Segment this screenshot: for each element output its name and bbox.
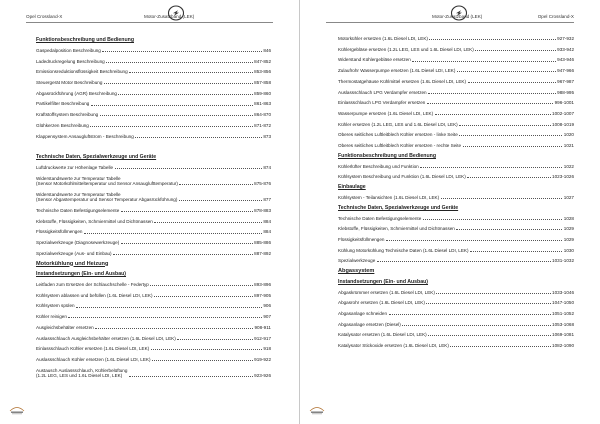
toc-entry-pages: 847-852: [254, 58, 271, 64]
dot-leader: [115, 168, 262, 169]
right-toc: [338, 36, 574, 354]
toc-entry-title: Kühlergebläse ersetzen (1.2L LEG, LES und 1.6L Diesel LDI, LEK): [338, 46, 474, 52]
toc-entry-title: Kühler reinigen: [36, 314, 67, 320]
header-title: Motor-Zusatzband (LEK): [432, 14, 483, 19]
dot-leader: [463, 146, 563, 147]
toc-entry-pages: 907: [263, 314, 271, 320]
toc-entry-pages: 897-905: [254, 292, 271, 298]
toc-entry-title: Auslassschlauch Kühler ersetzen (1.6L Diesel LDI, LEK): [36, 356, 151, 362]
toc-entry-pages: 1029: [563, 226, 574, 232]
dot-leader: [121, 211, 253, 212]
toc-entry-pages: 1047-1050: [552, 300, 574, 306]
toc-entry-title: Motorkühler ersetzen (1.6L Diesel LDI, LEK): [338, 36, 428, 41]
dot-leader: [386, 240, 562, 241]
dot-leader: [467, 177, 550, 178]
right-page: [300, 0, 600, 424]
toc-entry[interactable]: [36, 251, 271, 256]
toc-entry-title: Kühler ersetzen (1.2L LEG, LES und 1.6L Diesel LDI, LEK): [338, 121, 458, 127]
toc-entry-pages: 943-946: [557, 57, 574, 63]
toc-entry[interactable]: [338, 237, 574, 242]
toc-entry-pages: 967-987: [557, 78, 574, 84]
dot-leader: [475, 50, 555, 51]
section-heading: Instandsetzungen (Ein- und Ausbau): [36, 271, 127, 278]
toc-entry-pages: 1082-1090: [552, 343, 574, 349]
toc-entry-pages: 861-863: [254, 101, 271, 107]
dot-leader: [402, 325, 550, 326]
dot-leader: [76, 307, 262, 308]
toc-entry[interactable]: [338, 79, 574, 84]
toc-entry[interactable]: [36, 240, 271, 245]
toc-entry[interactable]: [36, 123, 271, 128]
section-heading: Funktionsbeschreibung und Bedienung: [338, 152, 436, 159]
dot-leader: [427, 103, 553, 104]
toc-entry-title: Abgasanlage schneiden: [338, 310, 388, 316]
dot-leader: [179, 184, 252, 185]
dot-leader: [102, 51, 261, 52]
section-heading: Technische Daten, Spezialwerkzeuge und Geräte: [36, 154, 157, 161]
toc-entry[interactable]: [36, 219, 271, 224]
dot-leader: [151, 349, 262, 350]
toc-entry-pages: 859-860: [254, 90, 271, 96]
dot-leader: [428, 93, 556, 94]
dot-leader: [90, 126, 252, 127]
dot-leader: [177, 339, 252, 340]
toc-entry[interactable]: [338, 258, 574, 263]
toc-entry-pages: 996-1001: [554, 100, 574, 106]
toc-entry[interactable]: [36, 293, 271, 298]
toc-entry-pages: 884: [263, 218, 271, 224]
toc-entry-title: Einlassschlauch LPG Verdampfer ersetzen: [338, 100, 426, 106]
toc-entry-pages: 918: [263, 346, 271, 352]
toc-entry-pages: 1029: [563, 236, 574, 242]
toc-entry-pages: 1021: [563, 143, 574, 149]
toc-entry-title: Abgasanlage ersetzen (Diesel): [338, 321, 401, 327]
toc-entry-title: Widerstandswerte zur Temperatur Tabelle (Sensor Motorkühlmitteltemperatur und Sensor Ansauglufttemperatur): [36, 175, 178, 187]
toc-entry-pages: 912-917: [254, 335, 271, 341]
toc-entry-pages: 1028: [563, 215, 574, 221]
toc-entry[interactable]: [36, 165, 271, 170]
toc-entry-title: Auslassschlauch Ausgleichsbehälter ersetzen (1.6L Diesel LDI, LEK): [36, 335, 176, 341]
section-heading: Instandsetzungen (Ein- und Ausbau): [338, 278, 429, 285]
toc-entry[interactable]: [36, 176, 271, 187]
toc-entry[interactable]: [36, 336, 271, 341]
toc-entry-pages: 873: [263, 133, 271, 139]
dot-leader: [113, 254, 253, 255]
toc-entry[interactable]: [36, 134, 271, 139]
toc-entry[interactable]: [36, 112, 271, 117]
toc-entry-title: Kühlerlüfter Beschreibung und Funktion: [338, 163, 419, 169]
toc-entry[interactable]: [36, 101, 271, 106]
toc-entry[interactable]: [36, 80, 271, 85]
toc-entry-title: Klebstoffe, Flüssigkeiten, Schmiermittel und Dichtmassen: [338, 226, 455, 232]
toc-entry-pages: 1033-1046: [552, 289, 574, 295]
toc-entry-pages: 887-892: [254, 250, 271, 256]
dot-leader: [423, 219, 563, 220]
dot-leader: [450, 346, 550, 347]
dot-leader: [441, 198, 563, 199]
toc-entry-title: Flüssigkeitsfüllmengen: [338, 236, 385, 242]
toc-entry-pages: 947-966: [557, 68, 574, 74]
header-model: Opel Crossland-X: [26, 14, 63, 19]
dot-leader: [95, 328, 253, 329]
publisher-logo-icon: [308, 405, 326, 415]
dot-leader: [104, 83, 253, 84]
toc-entry[interactable]: [338, 248, 574, 253]
toc-entry[interactable]: [338, 122, 574, 127]
toc-entry-title: Oberes seitliches Luftleitblech Kühler ersetzen - rechte Seite: [338, 143, 462, 149]
dot-leader: [436, 293, 550, 294]
opel-logo-icon: [448, 5, 470, 21]
dot-leader: [457, 71, 556, 72]
toc-entry-title: Leitfaden zum Ersetzen der Schlauchschelle - Federtyp: [36, 282, 149, 288]
toc-entry[interactable]: [36, 303, 271, 308]
dot-leader: [129, 72, 252, 73]
dot-leader: [135, 137, 262, 138]
toc-entry-pages: 1069-1081: [552, 332, 574, 338]
toc-entry-title: Austausch Auslassschlauch, Kühlerbelüftung (1.2L LEG, LES und 1.6L Diesel LDI, LEK): [36, 367, 128, 379]
toc-entry-title: Abgasrückführung (AGR) Beschreibung: [36, 90, 117, 96]
toc-entry[interactable]: [36, 91, 271, 96]
section-heading: Funktionsbeschreibung und Bedienung: [36, 37, 134, 43]
dot-leader: [420, 167, 562, 168]
dot-leader: [426, 303, 550, 304]
toc-entry-pages: 877: [263, 197, 271, 203]
dot-leader: [456, 229, 562, 230]
toc-entry[interactable]: [36, 69, 271, 74]
toc-entry-pages: 1008-1019: [552, 121, 574, 127]
toc-entry-title: Spezialwerkzeuge: [338, 258, 376, 264]
toc-entry[interactable]: [338, 111, 574, 116]
toc-entry[interactable]: [36, 192, 271, 203]
toc-entry[interactable]: [338, 216, 574, 221]
toc-entry-pages: 908-911: [254, 324, 271, 330]
dot-leader: [100, 115, 253, 116]
dot-leader: [459, 135, 562, 136]
toc-entry-title: Katalysator ersetzen (1.6L Diesel LDI, LEK): [338, 332, 427, 338]
toc-entry-pages: 923-926: [254, 373, 271, 379]
header-model: Opel Crossland-X: [537, 14, 574, 19]
toc-entry-pages: 1027: [563, 194, 574, 200]
dot-leader: [152, 360, 253, 361]
toc-entry-title: Einlassschlauch Kühler ersetzen (1.6L Diesel LDI, LEK): [36, 346, 150, 352]
toc-entry-title: Technische Daten Befestigungselemente: [36, 208, 120, 214]
toc-entry-title: Emissionsreduktionsflüssigkeit Beschreibung: [36, 69, 128, 75]
toc-entry[interactable]: [338, 57, 574, 62]
dot-leader: [468, 82, 556, 83]
toc-entry-pages: 927-932: [557, 36, 574, 41]
section-heading: Einbaulage: [338, 184, 366, 191]
toc-entry[interactable]: [338, 332, 574, 337]
toc-entry-title: Flüssigkeitsfüllmengen: [36, 229, 83, 235]
opel-logo-icon: [165, 5, 187, 21]
publisher-logo-icon: [8, 405, 26, 415]
toc-entry-title: Klebstoffe, Flüssigkeiten, Schmiermittel und Dichtmassen: [36, 218, 153, 224]
dot-leader: [118, 94, 252, 95]
toc-entry-title: Klappensystem Ansaugluftstrom - Beschreibung: [36, 133, 134, 139]
dot-leader: [428, 335, 550, 336]
dot-leader: [179, 200, 262, 201]
dot-leader: [429, 39, 555, 40]
dot-leader: [412, 61, 555, 62]
toc-entry[interactable]: [36, 368, 271, 379]
dot-leader: [154, 222, 261, 223]
toc-entry[interactable]: [338, 90, 574, 95]
toc-entry-pages: 1051-1052: [552, 310, 574, 316]
toc-entry[interactable]: [36, 357, 271, 362]
toc-entry[interactable]: [338, 290, 574, 295]
toc-entry[interactable]: [36, 229, 271, 234]
left-page-header: [26, 13, 273, 23]
toc-entry[interactable]: [338, 132, 574, 137]
right-page-header: [326, 13, 574, 23]
toc-entry-title: Ladedruckregelung Beschreibung: [36, 58, 105, 64]
toc-entry-title: Kühlsystem - Teilansichten (1.6L Diesel LDI, LEK): [338, 194, 440, 200]
toc-entry-title: Thermostatgehäuse Kühlmittel ersetzen (1.6L Diesel LDI, LEK): [338, 78, 467, 84]
toc-entry[interactable]: [338, 195, 574, 200]
toc-entry-title: Abgaskrümmer ersetzen (1.6L Diesel LDI, LEK): [338, 289, 435, 295]
toc-entry-pages: 875-876: [254, 181, 271, 187]
toc-entry[interactable]: [36, 314, 271, 319]
toc-entry-title: Abgasrohr ersetzen (1.6L Diesel LDI, LEK): [338, 300, 425, 306]
toc-entry-pages: 906: [263, 303, 271, 309]
toc-entry-title: Kühlsystem Beschreibung und Funktion (1.6L Diesel LDI, LEK): [338, 174, 466, 180]
toc-entry-title: Widerstand Kühlergebläse ersetzen: [338, 57, 411, 63]
section-heading: Motorkühlung und Heizung: [36, 260, 109, 267]
toc-entry-pages: 988-995: [557, 89, 574, 95]
toc-entry[interactable]: [36, 282, 271, 287]
toc-entry[interactable]: [338, 226, 574, 231]
toc-entry-title: Partikelfilter Beschreibung: [36, 101, 90, 107]
toc-entry[interactable]: [36, 59, 271, 64]
toc-entry-pages: 919-922: [254, 356, 271, 362]
toc-entry-pages: 864-870: [254, 112, 271, 118]
toc-entry-title: Kühlung Motorkühlung Technische Daten (1.6L Diesel LDI, LEK): [338, 247, 469, 253]
toc-entry[interactable]: [338, 300, 574, 305]
toc-entry-pages: 878-883: [254, 208, 271, 214]
toc-entry-pages: 1020: [563, 132, 574, 138]
toc-entry-title: Kühlsystem spülen: [36, 303, 75, 309]
toc-entry-title: Gaspedalposition Beschreibung: [36, 47, 101, 53]
toc-entry-title: Zulaufrohr Wasserpumpe ersetzen (1.6L Diesel LDI, LEK): [338, 68, 456, 74]
dot-leader: [68, 317, 261, 318]
dot-leader: [91, 105, 253, 106]
toc-entry[interactable]: [36, 325, 271, 330]
toc-entry-title: Oberes seitliches Luftleitblech Kühler ersetzen - linke Seite: [338, 132, 458, 138]
section-heading: Abgassystem: [338, 268, 375, 275]
dot-leader: [435, 114, 551, 115]
toc-entry[interactable]: [338, 343, 574, 348]
dot-leader: [389, 314, 551, 315]
toc-entry[interactable]: [338, 68, 574, 73]
toc-entry-title: Kühlsystem ablassen und befüllen (1.6L Diesel LDI, LEK): [36, 292, 153, 298]
toc-entry-pages: 893-896: [254, 282, 271, 288]
toc-entry[interactable]: [338, 36, 574, 41]
toc-entry-pages: 884: [263, 229, 271, 235]
toc-entry-title: Ausgleichsbehälter ersetzen: [36, 324, 94, 330]
toc-entry-title: Auslassschlauch LPG Verdampfer ersetzen: [338, 89, 427, 95]
toc-entry-pages: 1030: [563, 247, 574, 253]
toc-entry-title: Spezialwerkzeuge (Aus- und Einbau): [36, 250, 112, 256]
toc-entry[interactable]: [338, 100, 574, 105]
header-title: Motor-Zusatzband (LEK): [144, 14, 195, 19]
toc-entry-title: Widerstandswerte zur Temperatur Tabelle (Sensor Abgastemperatur und Sensor Temperatur Abgasrückführung): [36, 191, 178, 203]
toc-entry[interactable]: [338, 174, 574, 179]
toc-entry-title: Steuergerät Motor Beschreibung: [36, 80, 103, 85]
dot-leader: [121, 243, 253, 244]
toc-entry-pages: 1053-1068: [552, 321, 574, 327]
toc-entry-pages: 1002-1007: [552, 110, 574, 116]
toc-entry-pages: 874: [263, 165, 271, 171]
toc-entry[interactable]: [36, 346, 271, 351]
toc-entry-pages: 1031-1032: [552, 258, 574, 264]
toc-entry-title: Technische Daten Befestigungselemente: [338, 215, 422, 221]
dot-leader: [154, 296, 253, 297]
toc-entry[interactable]: [338, 143, 574, 148]
section-heading: Technische Daten, Spezialwerkzeuge und Geräte: [338, 204, 459, 211]
toc-entry-title: Kraftstoffsystem Beschreibung: [36, 112, 99, 118]
dot-leader: [470, 251, 562, 252]
toc-entry-pages: 885-886: [254, 240, 271, 246]
toc-entry[interactable]: [338, 311, 574, 316]
toc-entry-pages: 933-942: [557, 46, 574, 52]
left-toc: [36, 38, 271, 384]
toc-entry[interactable]: [36, 208, 271, 213]
dot-leader: [377, 261, 551, 262]
dot-leader: [129, 376, 253, 377]
toc-entry[interactable]: [338, 322, 574, 327]
toc-entry-pages: 1022: [563, 163, 574, 169]
toc-entry-title: Luftdruckwerte zur Höhenlage Tabelle: [36, 165, 114, 171]
toc-entry-pages: 871-872: [254, 122, 271, 128]
dot-leader: [84, 233, 262, 234]
toc-entry-title: Spezialwerkzeuge (Diagnosewerkzeuge): [36, 240, 120, 246]
toc-entry-pages: 846: [263, 47, 271, 53]
toc-entry[interactable]: [338, 47, 574, 52]
toc-entry[interactable]: [36, 48, 271, 53]
toc-entry-title: Katalysator Stickoxide ersetzen (1.6L Diesel LDI, LEK): [338, 343, 449, 349]
dot-leader: [459, 125, 550, 126]
toc-entry-title: Glühkerzen Beschreibung: [36, 122, 89, 128]
toc-entry-pages: 1023-1026: [552, 174, 574, 180]
toc-entry[interactable]: [338, 164, 574, 169]
toc-entry-pages: 853-856: [254, 69, 271, 75]
dot-leader: [106, 62, 252, 63]
dot-leader: [150, 285, 252, 286]
toc-entry-title: Wasserpumpe ersetzen (1.6L Diesel LDI, LEK): [338, 110, 434, 116]
toc-entry-pages: 857-858: [254, 80, 271, 85]
